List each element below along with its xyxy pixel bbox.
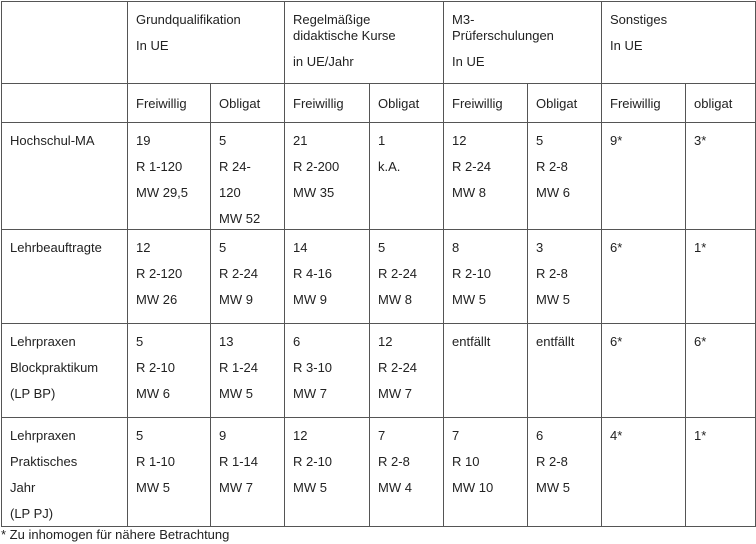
header-text: Regelmäßige xyxy=(293,12,371,27)
cell-line: MW 5 xyxy=(219,386,253,401)
cell-line: 6* xyxy=(694,334,707,349)
cell-line: R 24- xyxy=(219,159,251,174)
cell-line: MW 5 xyxy=(136,480,170,495)
table-cell xyxy=(444,324,528,418)
header-unit: in UE/Jahr xyxy=(293,54,354,69)
cell-line: 1* xyxy=(694,240,707,255)
cell-line: MW 26 xyxy=(136,292,178,307)
cell-line: MW 5 xyxy=(293,480,327,495)
header-text: Grundqualifikation xyxy=(136,12,241,27)
cell-line: R 2-120 xyxy=(136,266,183,281)
header-grundqualifikation xyxy=(128,2,285,84)
cell-line: R 2-10 xyxy=(293,454,333,469)
cell-line: 6* xyxy=(610,240,623,255)
table-cell xyxy=(370,123,444,230)
cell-line: MW 4 xyxy=(378,480,412,495)
subheader-cell: Obligat xyxy=(370,84,444,123)
cell-line: 12 xyxy=(136,240,151,255)
table-cell xyxy=(285,230,370,324)
cell-line: Lehrbeauftragte xyxy=(10,240,102,255)
cell-line: R 2-24 xyxy=(219,266,259,281)
subheader-cell: Obligat xyxy=(528,84,602,123)
cell-line: R 1-120 xyxy=(136,159,183,174)
cell-line: MW 6 xyxy=(136,386,170,401)
cell-line: (LP PJ) xyxy=(10,506,54,521)
table-cell xyxy=(686,123,756,230)
table-cell xyxy=(602,123,686,230)
cell-line: 12 xyxy=(452,133,467,148)
cell-line: MW 52 xyxy=(219,211,261,226)
cell-line: R 4-16 xyxy=(293,266,333,281)
cell-line: 5 xyxy=(536,133,544,148)
cell-line: 14 xyxy=(293,240,308,255)
subheader-cell: Freiwillig xyxy=(602,84,686,123)
subheader-cell: Obligat xyxy=(211,84,285,123)
cell-line: 4* xyxy=(610,428,623,443)
cell-line: 7 xyxy=(452,428,460,443)
cell-line: R 2-8 xyxy=(536,159,568,174)
table-cell xyxy=(211,418,285,527)
table-cell xyxy=(128,230,211,324)
cell-line: (LP BP) xyxy=(10,386,56,401)
cell-line: 120 xyxy=(219,185,241,200)
table-cell xyxy=(128,324,211,418)
header-text: M3- xyxy=(452,12,475,27)
cell-line: 8 xyxy=(452,240,460,255)
cell-line: MW 7 xyxy=(219,480,253,495)
header-row xyxy=(2,2,756,84)
footnote: * Zu inhomogen für nähere Betrachtung xyxy=(1,527,230,542)
header-unit: In UE xyxy=(610,38,643,53)
table-cell xyxy=(211,230,285,324)
header-sonstiges xyxy=(602,2,756,84)
table-cell xyxy=(128,418,211,527)
table-row xyxy=(2,230,756,324)
cell-line: R 2-24 xyxy=(378,266,418,281)
cell-line: 13 xyxy=(219,334,234,349)
table-cell xyxy=(285,418,370,527)
cell-line: MW 8 xyxy=(452,185,486,200)
cell-line: R 2-24 xyxy=(452,159,492,174)
table-cell xyxy=(528,230,602,324)
table-cell xyxy=(686,230,756,324)
cell-line: 5 xyxy=(136,334,144,349)
cell-line: R 2-200 xyxy=(293,159,340,174)
table-cell xyxy=(211,324,285,418)
cell-line: R 2-10 xyxy=(452,266,492,281)
header-unit: In UE xyxy=(452,54,485,69)
table-cell xyxy=(285,123,370,230)
table-cell xyxy=(370,230,444,324)
table-cell xyxy=(444,418,528,527)
subheader-cell: Freiwillig xyxy=(444,84,528,123)
table-cell xyxy=(370,418,444,527)
cell-line: R 2-24 xyxy=(378,360,418,375)
table-cell xyxy=(444,123,528,230)
table-cell xyxy=(128,123,211,230)
cell-line: MW 5 xyxy=(452,292,486,307)
cell-line: R 1-10 xyxy=(136,454,176,469)
cell-line: 5 xyxy=(136,428,144,443)
header-text: Prüferschulungen xyxy=(452,28,554,43)
cell-line: 5 xyxy=(219,240,227,255)
subheader-cell: Freiwillig xyxy=(285,84,370,123)
cell-line: R 2-8 xyxy=(536,454,568,469)
cell-line: MW 5 xyxy=(536,480,570,495)
cell-line: R 2-8 xyxy=(536,266,568,281)
cell-line: 3* xyxy=(694,133,707,148)
cell-line: MW 29,5 xyxy=(136,185,189,200)
cell-line: Praktisches xyxy=(10,454,78,469)
table-cell xyxy=(602,418,686,527)
header-text: Sonstiges xyxy=(610,12,668,27)
cell-line: Jahr xyxy=(10,480,36,495)
cell-line: 6 xyxy=(293,334,301,349)
table-cell xyxy=(602,324,686,418)
table-cell xyxy=(285,324,370,418)
cell-line: entfällt xyxy=(536,334,575,349)
table-row xyxy=(2,418,756,527)
cell-line: R 3-10 xyxy=(293,360,333,375)
table-cell xyxy=(528,418,602,527)
cell-line: MW 10 xyxy=(452,480,494,495)
cell-line: R 2-10 xyxy=(136,360,176,375)
table-cell xyxy=(528,324,602,418)
cell-line: 6 xyxy=(536,428,544,443)
table-cell xyxy=(444,230,528,324)
subheader-row xyxy=(2,84,756,123)
table-cell xyxy=(211,123,285,230)
table-cell xyxy=(528,123,602,230)
cell-line: 3 xyxy=(536,240,544,255)
cell-line: 7 xyxy=(378,428,386,443)
cell-line: 6* xyxy=(610,334,623,349)
cell-line: 9 xyxy=(219,428,227,443)
header-unit: In UE xyxy=(136,38,169,53)
table-cell xyxy=(686,418,756,527)
cell-line: 9* xyxy=(610,133,623,148)
cell-line: 5 xyxy=(378,240,386,255)
table-row xyxy=(2,324,756,418)
corner-cell xyxy=(2,2,128,84)
cell-line: 5 xyxy=(219,133,227,148)
cell-line: 12 xyxy=(293,428,308,443)
table-row xyxy=(2,123,756,230)
cell-line: 1* xyxy=(694,428,707,443)
cell-line: Lehrpraxen xyxy=(10,334,76,349)
cell-line: R 10 xyxy=(452,454,480,469)
row-label xyxy=(2,230,128,324)
header-regelmaessige xyxy=(285,2,444,84)
cell-line: MW 7 xyxy=(293,386,327,401)
cell-line: entfällt xyxy=(452,334,491,349)
cell-line: 12 xyxy=(378,334,393,349)
table-cell xyxy=(370,324,444,418)
subheader-cell: obligat xyxy=(686,84,756,123)
cell-line: 21 xyxy=(293,133,308,148)
table-cell xyxy=(602,230,686,324)
data-table xyxy=(1,1,756,527)
cell-line: 19 xyxy=(136,133,151,148)
cell-line: 1 xyxy=(378,133,386,148)
cell-line: MW 35 xyxy=(293,185,335,200)
header-m3 xyxy=(444,2,602,84)
cell-line: Lehrpraxen xyxy=(10,428,76,443)
cell-line: Hochschul-MA xyxy=(10,133,95,148)
corner-cell-2 xyxy=(2,84,128,123)
cell-line: k.A. xyxy=(378,159,401,174)
header-text: didaktische Kurse xyxy=(293,28,396,43)
cell-line: Blockpraktikum xyxy=(10,360,99,375)
cell-line: MW 9 xyxy=(293,292,327,307)
row-label xyxy=(2,418,128,527)
cell-line: R 2-8 xyxy=(378,454,410,469)
cell-line: MW 8 xyxy=(378,292,412,307)
cell-line: R 1-24 xyxy=(219,360,259,375)
cell-line: MW 5 xyxy=(536,292,570,307)
cell-line: MW 9 xyxy=(219,292,253,307)
subheader-cell: Freiwillig xyxy=(128,84,211,123)
cell-line: MW 6 xyxy=(536,185,570,200)
row-label xyxy=(2,324,128,418)
cell-line: MW 7 xyxy=(378,386,412,401)
table-cell xyxy=(686,324,756,418)
cell-line: R 1-14 xyxy=(219,454,259,469)
row-label xyxy=(2,123,128,230)
